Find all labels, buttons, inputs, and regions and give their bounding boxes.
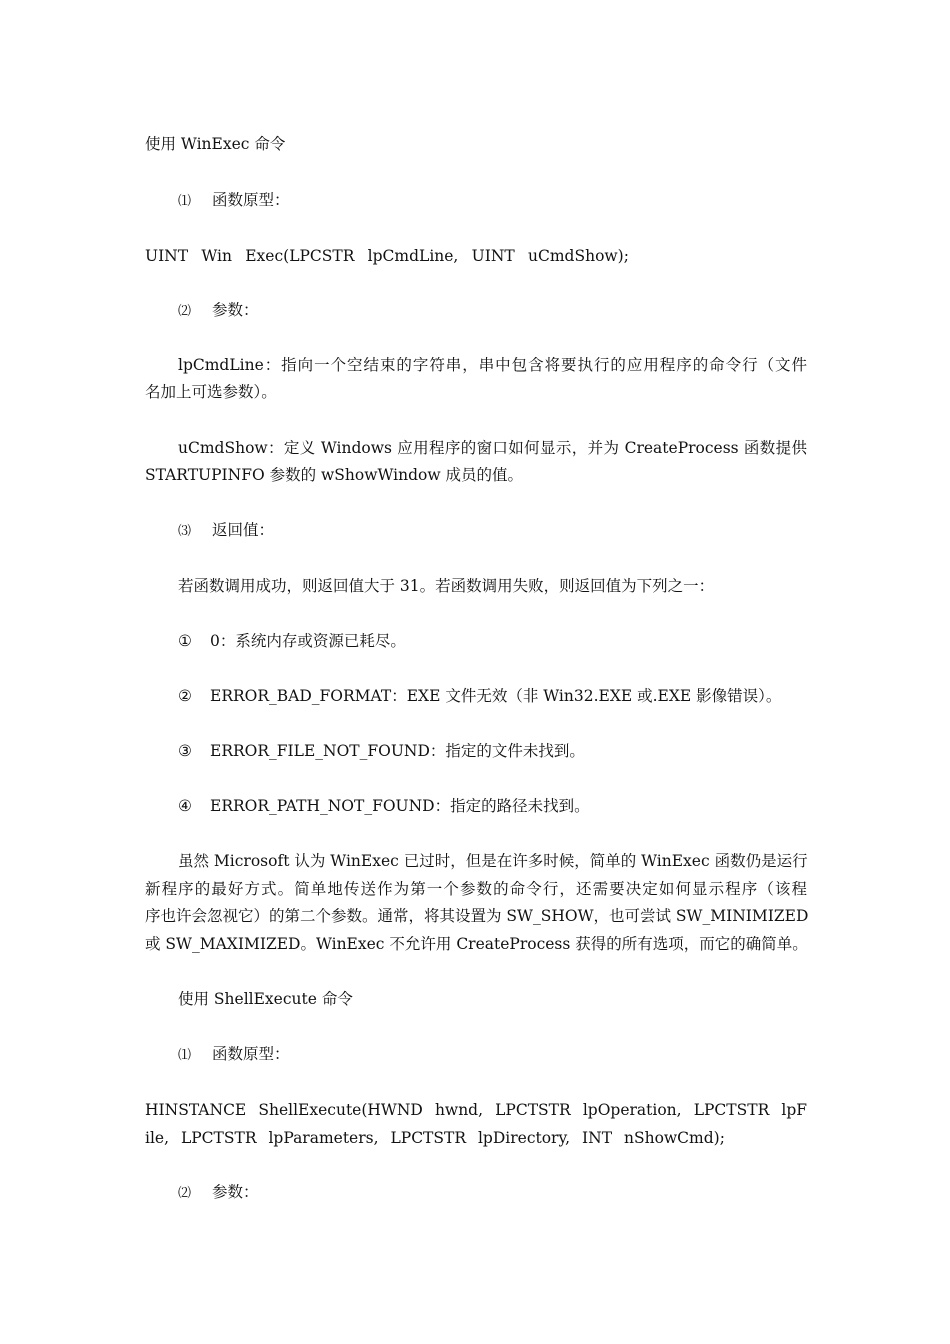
list-item-text: ERROR_FILE_NOT_FOUND：指定的文件未找到。 [210,742,585,760]
list-item [178,686,781,706]
subsection-label: 返回值： [212,521,275,539]
list-item [178,741,585,761]
code-token: lpF [781,1101,807,1119]
section-heading-winexec: 使用 WinExec 命令 [145,135,286,153]
subsection-label: 参数： [212,301,259,319]
subsection-number: ⑶ [178,524,192,539]
code-token: LPCTSTR [180,1129,257,1147]
paragraph-line: 虽然 Microsoft 认为 WinExec 已过时，但是在许多时候，简单的 WinExec 函数仍是运行 [178,852,808,870]
code-token: HINSTANCE [145,1101,247,1119]
list-item [178,631,406,651]
code-token: lpDirectory, [477,1129,571,1147]
list-item [178,796,590,816]
prototype-code-shellexecute-cont [145,1128,725,1148]
list-marker: ② [178,687,192,705]
list-item-text: ERROR_PATH_NOT_FOUND：指定的路径未找到。 [210,797,590,815]
code-token: nShowCmd); [624,1129,725,1147]
subsection-label: 函数原型： [212,191,290,209]
list-marker: ① [178,632,192,650]
paragraph-line: 序也许会忽视它）的第二个参数。通常，将其设置为 SW_SHOW，也可尝试 SW_MINIMIZED [145,907,809,925]
subsection-return-value [178,520,274,542]
code-token: LPCTSTR [390,1129,467,1147]
code-token: INT [582,1129,613,1147]
paragraph-line: 新程序的最好方式。简单地传送作为第一个参数的命令行，还需要决定如何显示程序（该程 [145,880,807,898]
subsection-number: ⑵ [178,304,192,319]
subsection-prototype [178,190,290,212]
subsection-number: ⑴ [178,1048,192,1063]
list-item-text: 0：系统内存或资源已耗尽。 [210,632,406,650]
code-token: LPCTSTR [693,1101,770,1119]
code-token: lpOperation, [582,1101,682,1119]
subsection-number: ⑵ [178,1186,192,1201]
code-token: ile, [145,1129,170,1147]
prototype-code-winexec [145,246,629,266]
code-token: UINT [145,247,189,265]
paragraph-line: lpCmdLine：指向一个空结束的字符串，串中包含将要执行的应用程序的命令行（文件 [178,356,807,374]
paragraph-line: STARTUPINFO 参数的 wShowWindow 成员的值。 [145,466,524,484]
code-token: hwnd, [434,1101,484,1119]
subsection-parameters [178,1182,259,1204]
subsection-number: ⑴ [178,194,192,209]
paragraph-line: 若函数调用成功，则返回值大于 31。若函数调用失败，则返回值为下列之一： [178,577,715,595]
prototype-code-shellexecute [145,1100,807,1120]
code-token: uCmdShow); [528,247,629,265]
subsection-label: 函数原型： [212,1045,290,1063]
section-heading-shellexecute: 使用 ShellExecute 命令 [178,990,353,1008]
code-token: Win [201,247,232,265]
list-item-text: ERROR_BAD_FORMAT：EXE 文件无效（非 Win32.EXE 或.EXE 影像错误）。 [210,687,782,705]
code-token: LPCTSTR [495,1101,571,1119]
paragraph-line: 或 SW_MAXIMIZED。WinExec 不允许用 CreateProcess 获得的所有选项，而它的确简单。 [145,935,808,953]
code-token: ShellExecute(HWND [258,1101,423,1119]
list-marker: ③ [178,742,192,760]
code-token: Exec(LPCSTR [245,247,355,265]
subsection-label: 参数： [212,1183,259,1201]
subsection-prototype [178,1044,290,1066]
code-token: UINT [471,247,515,265]
paragraph-line: 名加上可选参数）。 [145,383,277,401]
code-token: lpCmdLine, [367,247,459,265]
paragraph-line: uCmdShow：定义 Windows 应用程序的窗口如何显示，并为 CreateProcess 函数提供 [178,439,807,457]
code-token: lpParameters, [268,1129,379,1147]
subsection-parameters [178,300,259,322]
list-marker: ④ [178,797,192,815]
